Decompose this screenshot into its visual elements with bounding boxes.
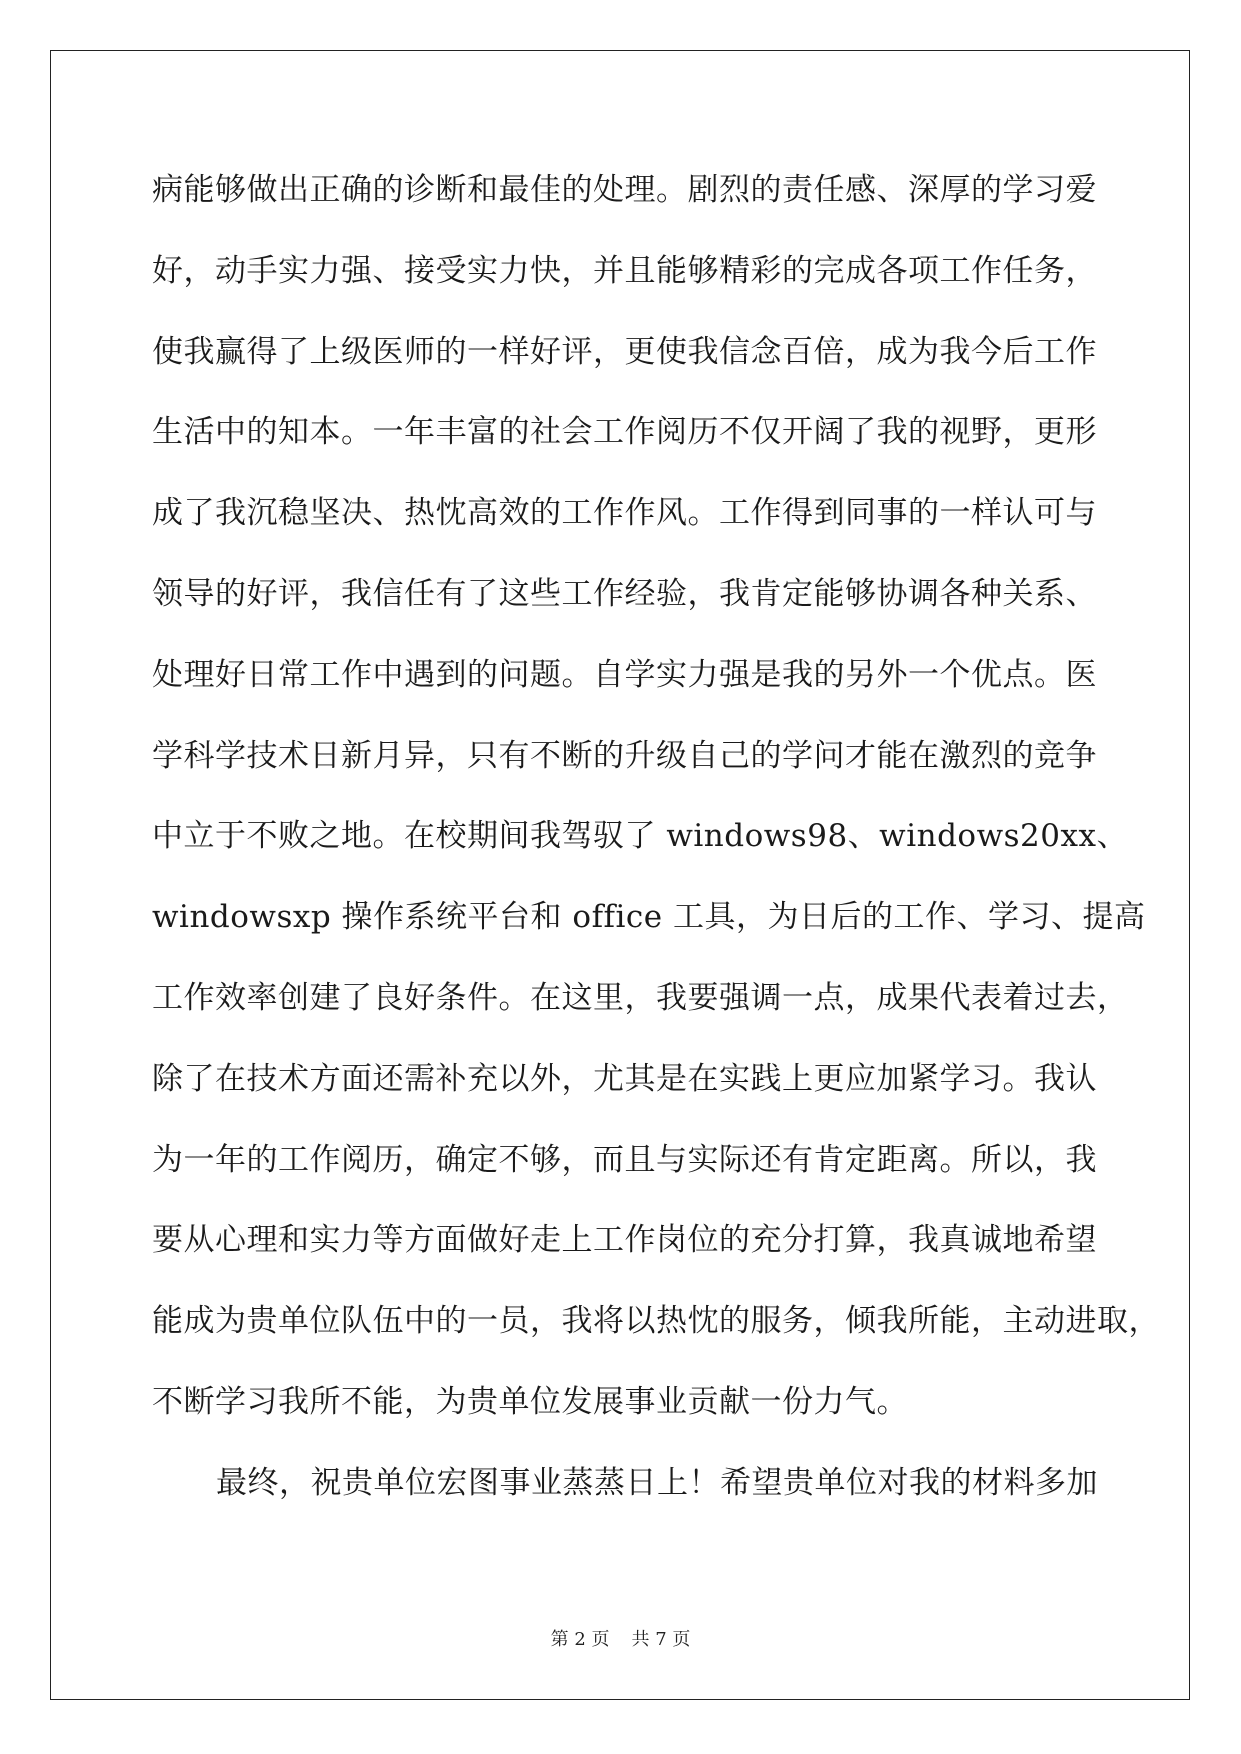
page-number: 第 2 页: [550, 1629, 610, 1650]
body-line: 好，动手实力强、接受实力快，并且能够精彩的完成各项工作任务，: [152, 252, 1097, 289]
body-line: 学科学技术日新月异，只有不断的升级自己的学问才能在激烈的竞争: [152, 737, 1097, 774]
body-line: 为一年的工作阅历，确定不够，而且与实际还有肯定距离。所以，我: [152, 1141, 1097, 1178]
body-line: 工作效率创建了良好条件。在这里，我要强调一点，成果代表着过去，: [152, 979, 1129, 1016]
body-line: 处理好日常工作中遇到的问题。自学实力强是我的另外一个优点。医: [152, 656, 1097, 693]
body-line: 成了我沉稳坚决、热忱高效的工作作风。工作得到同事的一样认可与: [152, 495, 1097, 532]
page-footer: [0, 1625, 1241, 1651]
document-body: [152, 160, 1160, 1534]
body-line: 中立于不败之地。在校期间我驾驭了 windows98、windows20xx、: [152, 818, 1128, 855]
body-line: 能成为贵单位队伍中的一员，我将以热忱的服务，倾我所能，主动进取，: [152, 1303, 1160, 1340]
body-line: 生活中的知本。一年丰富的社会工作阅历不仅开阔了我的视野，更形: [152, 414, 1097, 451]
body-line: 使我赢得了上级医师的一样好评，更使我信念百倍，成为我今后工作: [152, 333, 1097, 370]
body-line: 除了在技术方面还需补充以外，尤其是在实践上更应加紧学习。我认: [152, 1060, 1097, 1097]
body-line: 要从心理和实力等方面做好走上工作岗位的充分打算，我真诚地希望: [152, 1222, 1097, 1259]
page-total: 共 7 页: [631, 1629, 691, 1650]
body-line: 病能够做出正确的诊断和最佳的处理。剧烈的责任感、深厚的学习爱: [152, 172, 1097, 208]
body-line: 领导的好评，我信任有了这些工作经验，我肯定能够协调各种关系、: [152, 575, 1097, 612]
body-line: windowsxp 操作系统平台和 office 工具，为日后的工作、学习、提高: [152, 899, 1146, 936]
paragraph-end-line: 不断学习我所不能，为贵单位发展事业贡献一份力气。: [152, 1383, 908, 1420]
closing-paragraph-line: 最终，祝贵单位宏图事业蒸蒸日上！希望贵单位对我的材料多加: [216, 1464, 1098, 1501]
